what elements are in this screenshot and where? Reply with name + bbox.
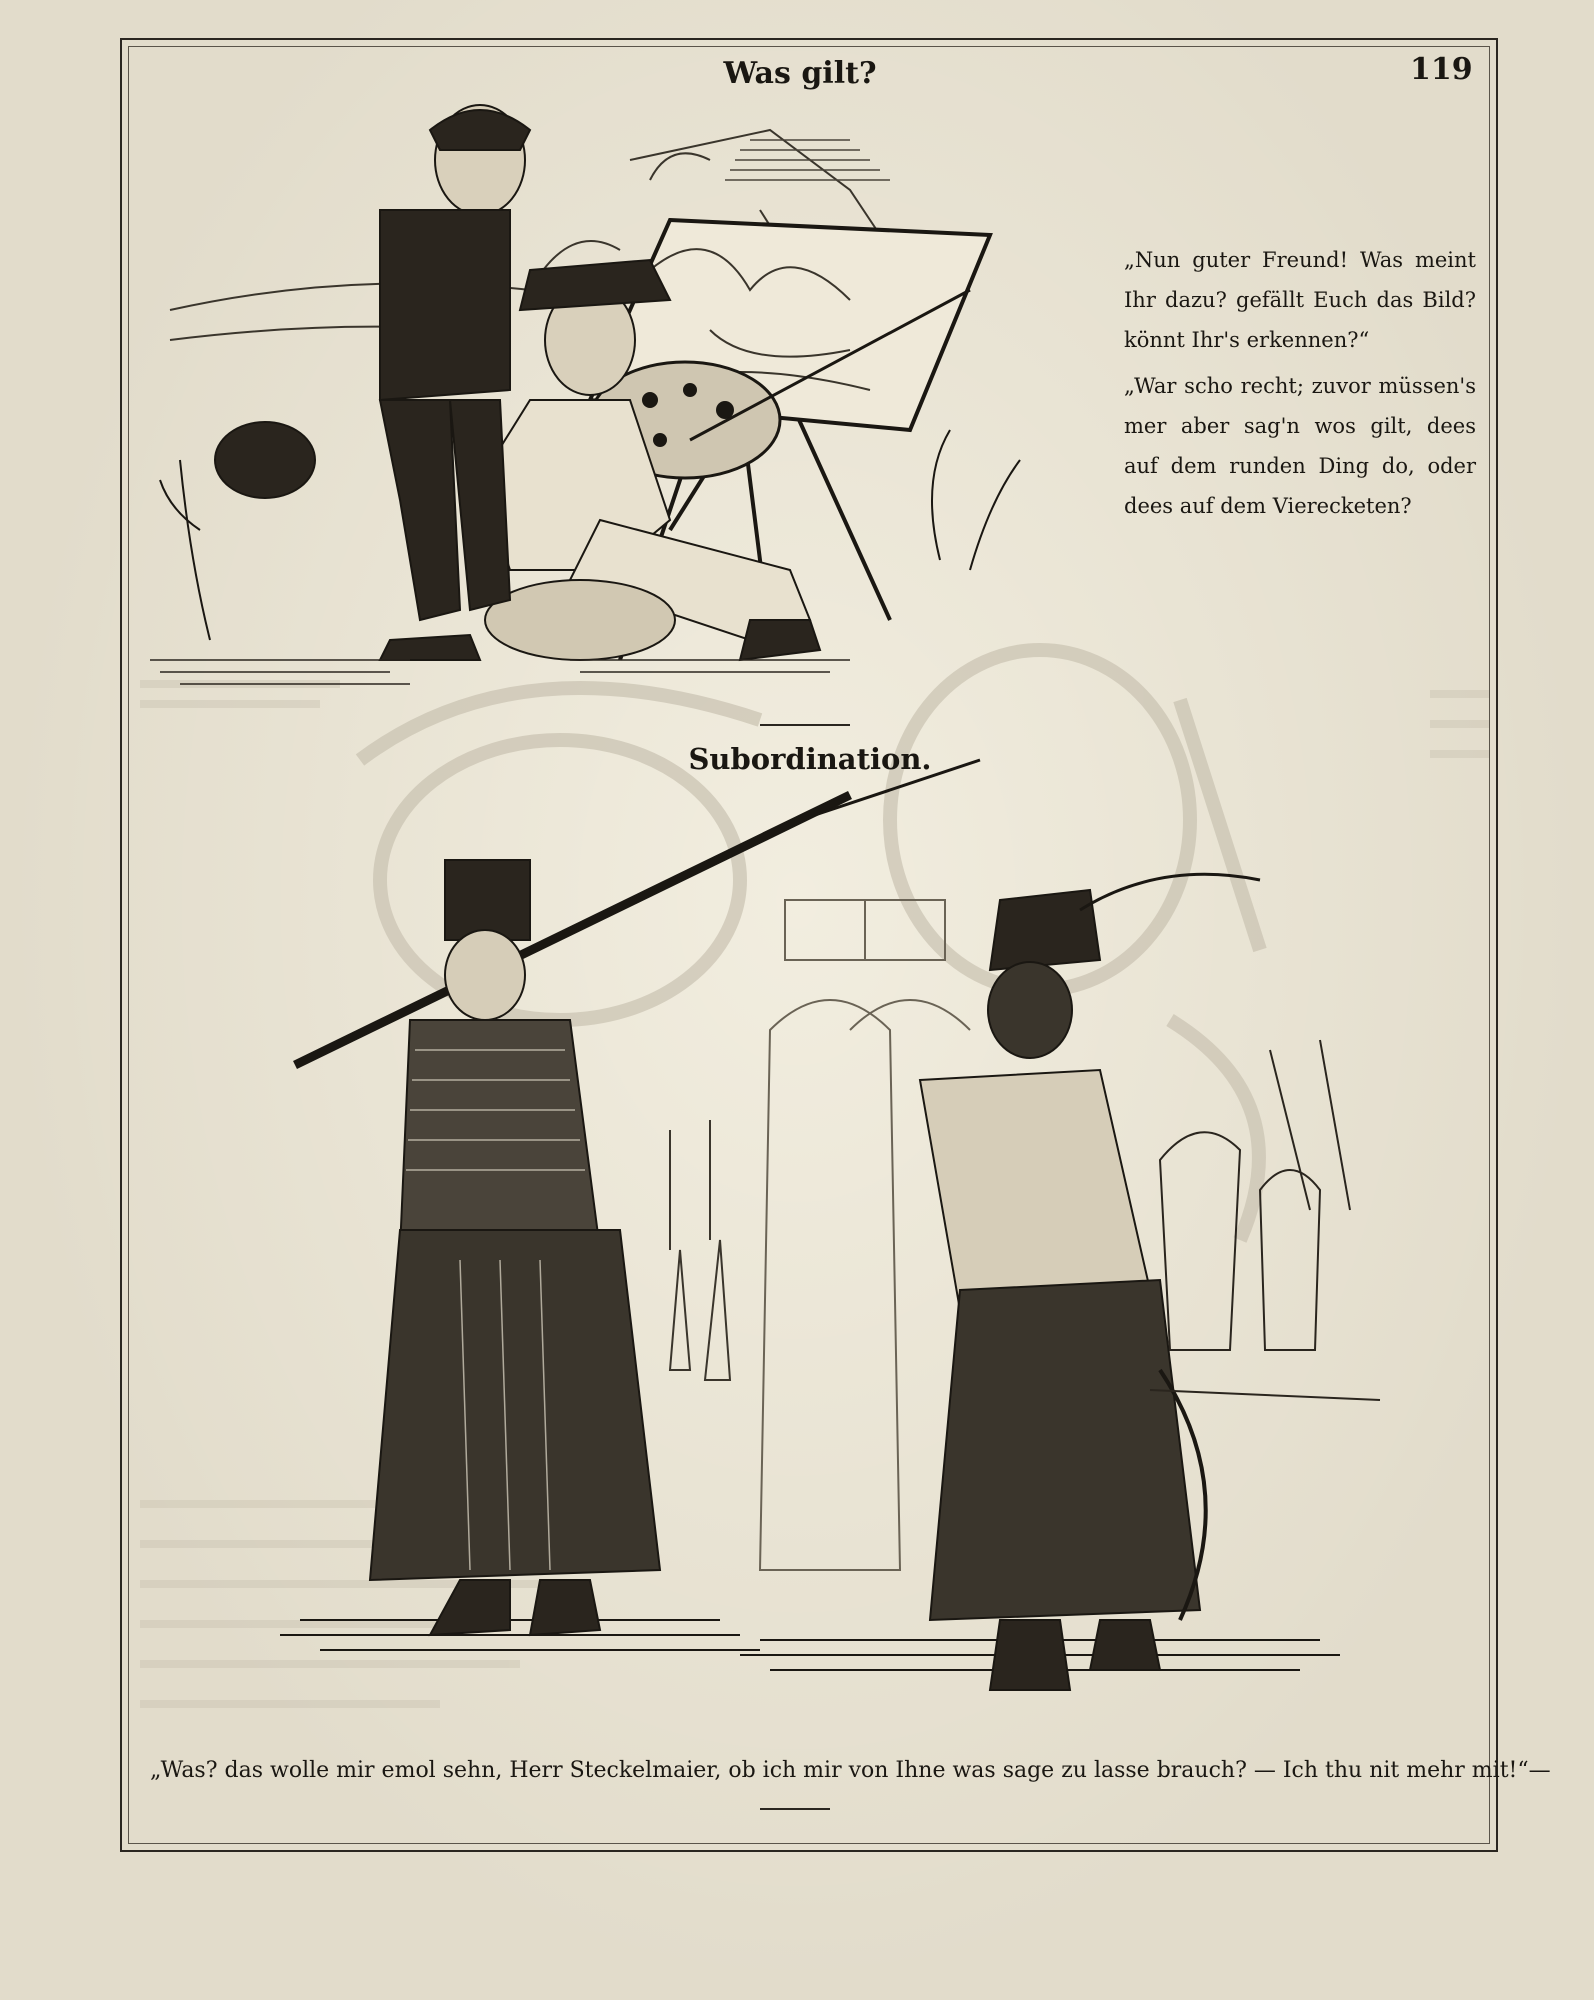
cartoon2-caption: „Was? das wolle mir emol sehn, Herr Steckelmaier, ob ich mir von Ihne was sage zu lasse brauch? — Ich thu nit mehr mit!“— (150, 1758, 1551, 1783)
cartoon1-speech-1: „Nun guter Freund! Was meint Ihr dazu? gefällt Euch das Bild? könnt Ihr's erkennen?“ (1124, 248, 1476, 352)
cartoon1-title: Was gilt? (723, 56, 877, 91)
cartoon2-title: Subordination. (688, 742, 932, 776)
separator-rule (760, 724, 850, 726)
cartoon1-dialogue (1124, 240, 1476, 532)
painter-illustration (150, 100, 1050, 720)
page-number: 119 (1410, 52, 1473, 87)
cartoon1-speech-2: „War scho recht; zuvor müssen's mer aber sag'n wos gilt, dees auf dem runden Ding do, oder dees auf dem Vierecketen? (1124, 374, 1476, 518)
soldiers-illustration (200, 790, 1400, 1750)
caption-rule (760, 1808, 830, 1810)
